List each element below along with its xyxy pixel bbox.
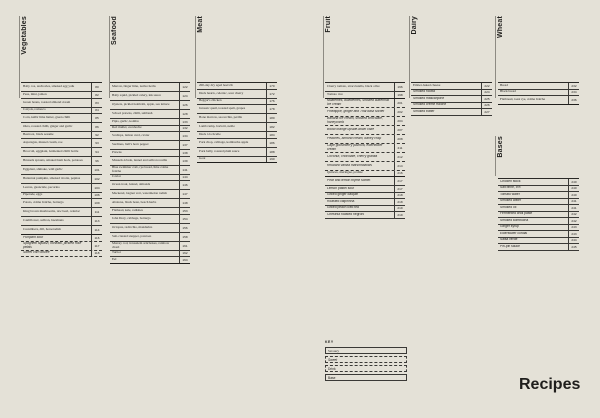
recipe-page-number: 226	[481, 103, 492, 109]
recipe-row	[110, 224, 190, 233]
recipe-page-number: 170	[266, 83, 277, 89]
recipe-page-number: 180	[266, 114, 277, 122]
recipe-name: Smoked crème fraîche	[413, 103, 447, 107]
recipe-name: Smoked mascarpone	[413, 96, 445, 100]
recipe-page-number: 114	[91, 226, 102, 234]
recipe-name: Roasted caipirinha	[327, 199, 355, 203]
recipe-page-number: 232	[568, 83, 579, 89]
recipe-page-number: 202	[394, 108, 405, 116]
recipe-page-number: 242	[568, 218, 579, 224]
recipe-name: Eel	[112, 257, 117, 261]
recipe-name: Smoked water	[500, 199, 522, 203]
recipe-name: Rhubarb vanilla marshmallows	[327, 163, 372, 167]
recipe-name: Butternut pumpkin, smoked ricotta, pepitas	[23, 176, 81, 180]
recipe-name: Ocean trout, fennel, almonds	[112, 183, 151, 187]
recipe-name: Baby squid, pickled celery, ink sauce	[112, 94, 161, 98]
recipe-name: Eggplant, shiitake, wild garlic	[23, 167, 63, 171]
recipe-name: Sardines, bull's horn pepper	[112, 143, 149, 147]
recipe-page-number: 222	[481, 83, 492, 89]
recipe-page-number: 218	[394, 199, 405, 205]
recipe-row	[197, 114, 277, 123]
recipe-page-number: 204	[394, 117, 405, 125]
recipe-name: Flatbread, toast rye, crème fraîche	[500, 98, 546, 102]
recipe-page-number: 245	[568, 244, 579, 250]
recipe-page-number: 83	[91, 99, 102, 107]
key-item-sweet: Sweet	[325, 356, 407, 363]
recipe-name: Calçots, romesco	[23, 108, 46, 112]
recipe-page-number: 156	[179, 224, 190, 232]
header-vegetables: Vegetables	[21, 16, 28, 55]
recipe-name: Octopus, radicchio, mandarins	[112, 225, 153, 229]
recipe-page-number: 85	[91, 114, 102, 122]
recipe-name: Scallops, lemon curd, caviar	[112, 134, 150, 138]
recipe-page-number: 162	[179, 251, 190, 257]
seafood-table	[110, 82, 190, 264]
recipe-page-number: 208	[394, 135, 405, 143]
recipe-name: Piperade, eggs	[23, 193, 43, 197]
recipe-page-number: 117	[91, 242, 102, 250]
recipe-row	[21, 99, 102, 108]
recipe-name: Salsa verde	[500, 238, 518, 242]
wheat-table	[498, 82, 579, 105]
recipe-name: Chestnut roasted negroni	[327, 212, 365, 216]
recipe-page-number: 128	[179, 110, 190, 118]
recipe-row	[21, 148, 102, 157]
column-divider	[195, 16, 196, 98]
recipe-page-number: 243	[568, 231, 579, 237]
recipe-name: Corn, kaffir lime butter, green chilli	[23, 116, 71, 120]
recipe-page-number: 126	[179, 101, 190, 109]
recipe-row	[21, 114, 102, 123]
key-title: KEY	[325, 340, 334, 344]
recipe-row	[110, 157, 190, 166]
recipe-page-number: 113	[91, 217, 102, 225]
recipe-row	[110, 199, 190, 208]
recipe-name: Pork belly, roasted plum sauce	[199, 149, 240, 153]
recipe-page-number: 240	[568, 179, 579, 185]
recipe-name: Pork chop, cabbage, kombucha apple	[199, 140, 249, 144]
recipe-page-number: 146	[179, 181, 190, 189]
recipe-row	[110, 166, 190, 175]
recipe-name: Blue swimmer crab, rye bread, lime crème fraîche	[112, 165, 169, 173]
recipe-page-number: 184	[266, 132, 277, 138]
recipe-row	[110, 233, 190, 242]
recipe-page-number: 236	[568, 96, 579, 104]
bases-table	[498, 178, 579, 251]
recipe-name: Potato, crème fraîche, bottarga	[23, 201, 64, 205]
recipe-name: Tomato water	[500, 192, 520, 196]
recipe-page-number: 178	[266, 105, 277, 113]
header-meat: Meat	[197, 16, 204, 33]
recipe-name: Leaves, guanciale, pecorino	[23, 185, 60, 189]
recipe-name: Salt-crusted snapper, potatoes	[112, 234, 152, 238]
recipe-page-number: 158	[179, 233, 190, 241]
recipe-page-number: 86	[91, 123, 102, 131]
recipe-page-number: 241	[568, 205, 579, 211]
recipe-row	[197, 157, 277, 164]
recipe-page-number: 132	[179, 126, 190, 132]
header-dairy: Dairy	[411, 16, 418, 35]
key-item-drink: Drink	[325, 365, 407, 372]
column-divider	[323, 16, 324, 98]
recipe-name: Tomato rice	[327, 92, 343, 96]
recipe-name: Oysters, pickled kohlrabi, apple, sea lettuce	[112, 103, 170, 107]
recipe-page-number: 80	[91, 83, 102, 91]
recipe-name: Broccoli, eggplant, fermented chilli bottle	[23, 149, 79, 153]
recipe-name: Cucumbers, dill, horseradish	[23, 228, 61, 232]
recipe-page-number: 153	[179, 208, 190, 214]
recipe-page-number: 133	[179, 119, 190, 125]
recipe-name: Caviar	[112, 175, 121, 179]
recipe-row	[110, 110, 190, 119]
meat-table	[197, 82, 277, 163]
recipe-page-number: 148	[179, 199, 190, 207]
recipe-page-number: 118	[91, 251, 102, 257]
recipe-name: Quinces, meringue, praline	[327, 171, 363, 175]
recipe-name: Pumpkin sour	[23, 235, 44, 239]
header-seafood: Seafood	[111, 16, 118, 46]
recipe-name: School prawns, chilli, saltbush	[112, 112, 153, 116]
recipe-page-number: 234	[568, 90, 579, 96]
recipe-page-number: 218	[394, 193, 405, 199]
recipe-row	[21, 123, 102, 132]
recipe-name: Grilled ginger daiquiri	[327, 193, 359, 197]
recipe-page-number: 122	[179, 83, 190, 91]
recipe-name: Fermented chilli paste	[500, 212, 533, 216]
recipe-name: Pipis, garlic, kombu	[112, 119, 139, 123]
recipe-row	[110, 181, 190, 190]
page-title: Recipes	[519, 376, 581, 393]
column-divider	[409, 16, 410, 98]
recipe-row	[21, 139, 102, 148]
recipe-row	[21, 226, 102, 235]
recipe-row	[325, 162, 405, 171]
recipe-row	[325, 212, 405, 219]
recipe-name: Green beans, roasted almond cream	[23, 100, 71, 104]
recipe-name: Mussels éclade, fennel and saffron rouille	[112, 158, 168, 162]
recipe-name: Beggar's chicken	[199, 99, 222, 103]
recipe-page-number: 225	[481, 96, 492, 102]
recipe-row	[21, 166, 102, 175]
recipe-page-number: 182	[266, 123, 277, 131]
recipe-name: Bread	[500, 83, 508, 87]
recipe-name: Mulberries, blueberries, smoked buttermilk ice cream	[327, 98, 390, 106]
recipe-page-number: 111	[91, 208, 102, 216]
recipe-name: Black bread	[500, 90, 516, 94]
recipe-row	[110, 141, 190, 150]
recipe-name: Red mullet, escabeche	[112, 126, 142, 130]
recipe-page-number: 241	[568, 199, 579, 205]
recipe-page-number: 224	[481, 90, 492, 96]
recipe-page-number: 102	[91, 175, 102, 183]
recipe-name: Prawns	[112, 150, 122, 154]
recipe-row	[21, 184, 102, 193]
recipe-page-number: 134	[179, 132, 190, 140]
recipe-page-number: 227	[481, 109, 492, 115]
recipe-row	[197, 123, 277, 132]
recipe-page-number: 141	[179, 166, 190, 174]
recipe-page-number: 176	[266, 99, 277, 105]
column-divider	[495, 16, 496, 98]
recipe-name: Smoked butter	[413, 109, 435, 113]
recipe-page-number: 138	[179, 150, 190, 156]
recipe-page-number: 217	[394, 177, 405, 185]
recipe-row	[110, 242, 190, 251]
recipe-row	[110, 215, 190, 224]
recipe-row	[325, 83, 405, 92]
recipe-row	[197, 148, 277, 157]
recipe-page-number: 207	[394, 126, 405, 134]
recipe-page-number: 124	[179, 92, 190, 100]
header-bases: Bases	[497, 136, 504, 158]
recipe-name: Asparagus, mussel cream, roe	[23, 140, 63, 144]
recipe-name: Lamb rump, borlotti, nettle	[199, 125, 235, 129]
recipe-name: Smoked oil	[500, 205, 517, 209]
recipe-name: Chicken stock	[500, 179, 521, 183]
recipe-row	[197, 139, 277, 148]
recipe-page-number: 147	[179, 190, 190, 198]
recipe-row	[325, 153, 405, 162]
recipe-name: Duck à la ficelle	[199, 132, 221, 136]
recipe-page-number: 244	[568, 238, 579, 244]
recipe-name: Turbot	[112, 251, 121, 255]
recipe-page-number: 154	[179, 215, 190, 223]
recipe-row	[21, 217, 102, 226]
recipe-row	[21, 175, 102, 184]
recipe-page-number: 109	[91, 199, 102, 207]
recipe-name: Murray cod, Jerusalem artichokes, rainbow chard	[112, 241, 170, 249]
recipe-page-number: 106	[91, 193, 102, 199]
recipe-name: Lemon pastel sour	[327, 186, 355, 190]
recipe-row	[21, 199, 102, 208]
recipe-row	[110, 257, 190, 264]
recipe-name: Cape gooseberry pavlova, elderflower cream	[327, 143, 383, 151]
recipe-row	[197, 105, 277, 114]
recipe-row	[498, 244, 579, 251]
recipe-page-number: 198	[394, 92, 405, 98]
recipe-name: Ember-baked cheese	[413, 83, 441, 87]
recipe-page-number: 139	[179, 157, 190, 165]
column-divider	[19, 16, 20, 98]
recipe-page-number: 211	[394, 144, 405, 152]
recipe-name: Flathead, kale, radishes	[112, 208, 143, 212]
recipe-name: Duck hearts, celeriac, sour cherry	[199, 91, 244, 95]
dairy-table	[411, 82, 492, 116]
recipe-name: Peaches, almond cream, barley crisp	[327, 136, 382, 140]
recipe-name: Spaghetti squash, kohlrabi, pickled rose petals	[23, 241, 82, 249]
fruit-table	[325, 82, 405, 219]
recipe-page-number: 82	[91, 92, 102, 98]
recipe-page-number: 94	[91, 148, 102, 156]
recipe-name: Coconut, chocolate, cherry granita	[327, 154, 378, 158]
recipe-name: Baby cos, anchovies, smoked egg yolk	[23, 85, 75, 89]
recipe-page-number: 188	[266, 148, 277, 156]
recipe-name: Jurassic quail, toasted spelt, grapes	[199, 107, 246, 111]
recipe-page-number: 190	[266, 157, 277, 163]
recipe-name: Smoked kombucha	[500, 218, 529, 222]
recipe-page-number: 242	[568, 212, 579, 218]
key-item-savoury: Savoury	[325, 347, 407, 354]
recipe-page-number: 164	[179, 257, 190, 263]
recipe-page-number: 172	[266, 90, 277, 98]
recipe-row	[21, 157, 102, 166]
recipe-name: Grilled peach iced tea	[327, 206, 359, 210]
recipe-name: Pineapple, ginger and Thai basil sorbet	[327, 109, 385, 113]
recipe-name: Blood orange upside-down cake	[327, 127, 375, 131]
recipe-row	[325, 135, 405, 144]
recipe-name: Bone marrow, sea urchin, perilla	[199, 116, 242, 120]
recipe-name: Mackerel, bagnat vert, watermelon radish	[112, 192, 167, 196]
recipe-name: Cauliflower, saffron, hazelnuts	[23, 219, 64, 223]
recipe-name: Pear and lemon thyme sorbet	[327, 179, 371, 183]
recipe-name: Brussels sprouts, smoked ham hock, potatoes	[23, 158, 83, 162]
recipe-page-number: 161	[179, 242, 190, 250]
key-item-base: Base	[325, 374, 407, 381]
recipe-page-number: 240	[568, 192, 579, 198]
header-wheat: Wheat	[497, 16, 504, 38]
recipe-page-number: 93	[91, 139, 102, 147]
recipe-name: Elderflower cordial	[500, 231, 528, 235]
recipe-row	[21, 251, 102, 258]
recipe-name: Peas, mint, jamon	[23, 92, 47, 96]
recipe-page-number: 214	[394, 162, 405, 170]
recipe-name: Beetroot, black sesame	[23, 132, 54, 136]
recipe-page-number: 243	[568, 225, 579, 231]
recipe-page-number: 201	[394, 99, 405, 107]
recipe-name: Banana ice cream, smoked chocolate, honeycomb	[327, 116, 383, 124]
recipe-name: Smoked ricotta	[413, 90, 435, 94]
recipe-name: Marron, finger lime, native herbs	[112, 85, 156, 89]
recipe-row	[21, 242, 102, 251]
recipe-page-number: 137	[179, 141, 190, 149]
recipe-name: Okra, roasted chilli, ginger and garlic	[23, 125, 73, 129]
recipe-row	[110, 92, 190, 101]
recipe-page-number: 212	[394, 153, 405, 161]
recipe-page-number: 186	[266, 139, 277, 147]
recipe-name: 200-day dry aged beef rib	[199, 83, 234, 87]
recipe-row	[498, 96, 579, 105]
recipe-row	[411, 109, 492, 116]
recipe-page-number: 104	[91, 184, 102, 192]
recipe-row	[110, 83, 190, 92]
recipe-name: Goat	[199, 157, 206, 161]
recipe-name: John Dory, cabbage, bottarga	[112, 216, 151, 220]
recipe-row	[110, 132, 190, 141]
recipe-name: Abalone, black bean, beach herbs	[112, 201, 157, 205]
header-fruit: Fruit	[325, 16, 332, 33]
recipe-row	[197, 90, 277, 99]
recipe-page-number: 196	[394, 83, 405, 91]
recipe-page-number: 219	[394, 212, 405, 218]
recipe-row	[325, 108, 405, 117]
recipe-name: Piri-piri sauce	[500, 244, 520, 248]
recipe-page-number: 101	[91, 166, 102, 174]
recipe-name: King brown mushrooms, raw beef, celeriac	[23, 210, 81, 214]
recipe-name: Ginger syrup	[500, 225, 519, 229]
recipe-page-number: 84	[91, 108, 102, 114]
recipe-page-number: 216	[394, 171, 405, 177]
recipe-page-number: 217	[394, 186, 405, 192]
recipe-page-number: 219	[394, 206, 405, 212]
vegetables-table	[21, 82, 102, 257]
recipe-page-number: 116	[91, 235, 102, 241]
column-divider	[495, 136, 496, 176]
recipe-page-number: 240	[568, 186, 579, 192]
recipe-name: Cherry tomato, stracciatella, black olive	[327, 85, 380, 89]
recipe-row	[325, 144, 405, 153]
recipe-page-number: 96	[91, 157, 102, 165]
recipe-row	[110, 190, 190, 199]
recipe-row	[21, 83, 102, 92]
key-legend	[325, 340, 407, 383]
recipe-row	[325, 126, 405, 135]
recipe-row	[110, 101, 190, 110]
recipe-page-number: 92	[91, 132, 102, 138]
recipe-row	[21, 208, 102, 217]
recipe-row	[325, 99, 405, 108]
recipe-row	[325, 117, 405, 126]
recipe-row	[325, 177, 405, 186]
recipe-name: Sweet corn brûlée	[23, 251, 50, 255]
recipe-name: Salt brine, 5%	[500, 186, 521, 190]
recipe-page-number: 144	[179, 175, 190, 181]
